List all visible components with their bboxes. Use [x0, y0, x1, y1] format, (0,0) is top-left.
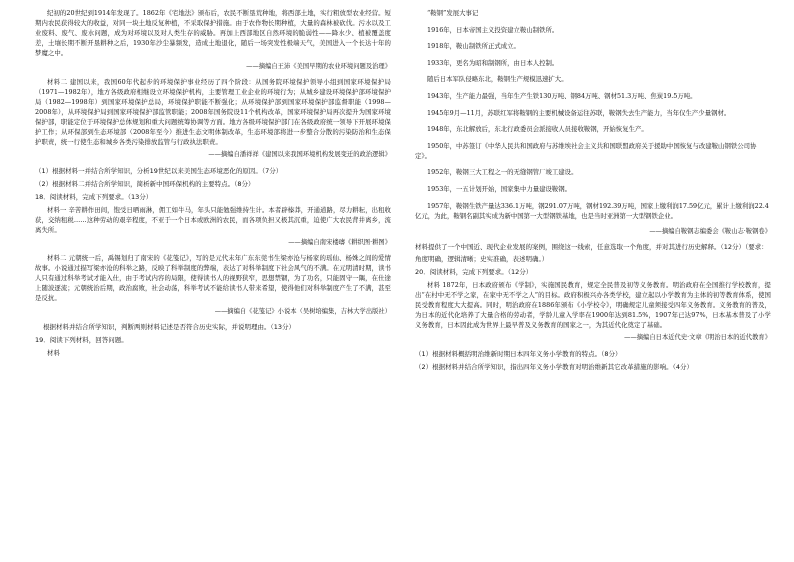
source-citation: ——摘编自南宋楼璹《耕织图·耕图》 [288, 238, 391, 246]
timeline-entry: 1933年，更名为昭和制钢所，由日本人控制。 [427, 58, 559, 67]
right-column [415, 8, 771, 375]
timeline-entry: 1950年，中苏签订《中华人民共和国政府与苏维埃社会主义共和国联盟政府关于援助中国恢复与改建鞍山钢铁公司协定》。 [415, 141, 757, 160]
timeline-entry: 1943年，生产能力最强，当年生产生铁130万吨、钢84万吨、钢材51.3万吨、焦炭19.5万吨。 [427, 91, 697, 100]
material-paragraph: 材料 1872年，日本政府颁布《学制》，实施国民教育，规定全民普及初等义务教育。明治政府在全国推行学校教育，提出“在村中无不学之家，在家中无不学之人”的目标。政府积极兴办各类学校，建立起以小学教育为主体的初等教育体系，使国民受教育程度大大提高。同时，明治政府在1886年颁布《小学校令》，明确规定儿童须接受四年义务教育。义务教育的普及，为日本的近代化培养了大量合格的劳动者，学龄儿童入学率在1900年达到81.5%，1907年已达97%，日本基本普及了小学义务教育，日本因此成为世界上最早普及义务教育的国家之一，为其近代化奠定了基础。 [415, 280, 771, 330]
left-column [35, 8, 391, 361]
source-citation: ——摘编自日本近代史·文章《明治日本的近代教育》 [624, 334, 771, 342]
material-paragraph: 材料二 元朝统一后，禹锡划归了南宋的《花笺记》，写的是元代末年广东东莞书生梁亦沧与杨家的瑶仙、杨姝之间的爱情故事。小说通过描写梁亦沧的科举之路，反映了科举制度的弊端，表达了对科举制度下社会风气的不满。在元明清时期，读书人只有通过科举考试才能入仕，由于考试内容的局限，使得读书人的视野狭窄，思想禁锢，为了功名，只能固守一隅，在仕途上随波逐流；元朝统治后期，政治腐败，社会动荡，科举考试不能给读书人带来希望，使得他们对科举制度产生了不满，甚至是反抗。 [35, 253, 391, 303]
question-item: （2）根据材料并结合所学知识，指出四年义务小学教育对明治维新其它改革措施的影响。（4分） [415, 362, 694, 371]
timeline-entry: 1952年，鞍钢三大工程之一的无缝钢管厂竣工建设。 [427, 168, 578, 177]
source-citation: ——摘编自潘祥祥《建国以来我国环境机构发展变迁的政治逻辑》 [208, 151, 391, 159]
timeline-entry: 1953年，一五计划开始，国家集中力量建设鞍钢。 [427, 185, 572, 194]
question-item: 根据材料并结合所学知识，判断两则材料记述是否符合历史实际，并说明理由。（13分） [43, 322, 296, 331]
timeline-entry: 1948年，东北解放后，东北行政委员会派接收人员接收鞍钢，开始恢复生产。 [427, 125, 648, 134]
question-prompt: 材料提供了一个中国近、现代企业发展的案例，围绕这一线索，任意选取一个角度，并对其进行历史解释。（12分）（要求：角度明确，逻辑清晰；史实准确，表述明确。） [415, 243, 768, 263]
source-citation: ——摘编自《花笺记》小说本（吴树培编集，吉林大学出版社） [214, 307, 391, 315]
question-heading: 18．阅读材料，完成下列要求。（13分） [35, 192, 153, 201]
question-item: （2）根据材料二并结合所学知识，简析新中国环保机构的主要特点。（8分） [35, 179, 255, 188]
timeline-title: “鞍钢”发展大事记 [427, 9, 479, 17]
question-heading: 20．阅读材料，完成下列要求。（12分） [415, 267, 533, 276]
timeline-entry: 1945年9月—11月，苏联红军将鞍钢的主要机械设备运往苏联，鞍钢失去生产能力，当年仅生产少量钢材。 [427, 108, 731, 117]
material-paragraph: 材料二 建国以来，我国60年代起步的环境保护事业经历了四个阶段：从国务院环境保护领导小组到国家环境保护局（1971—1982年），地方各级政府相继设立环境保护机构，主要管理工业企业的环境行为；从城乡建设环境保护部环境保护局（1982—1998年）到国家环境保护总局，环境保护职能不断强化；从环境保护部到国家环境保护部监督职能（1998—2008年），从环境保护局到国家环境保护部监管职能；2008年国务院设11个机构改革，国家环境保护局再次提升为国家环境保护部，职能定位于环境保护总体规划和重大问题统筹协调等方面。地方各级环境保护部门在各级政府统一领导下开展环境保护工作；从环保部到生态环境部（2008年至今）推进生态文明体制改革，生态环境部将进一步整合分散的污染防治和生态保护职责，统一行使生态和城乡各类污染排放监管与行政执法职责。 [35, 77, 391, 147]
question-item: （1）根据材料一并结合所学知识，分析19世纪以来美国生态环境恶化的原因。（7分） [35, 166, 283, 175]
material-paragraph: 纪初的20世纪到1914年发现了。1862年《宅地法》颁布后，农民不断垦荒种地，将西部土地，实行粗放型农业经营。短期内农民获得较大的收益，对同一块土地反复种植，不采取保护措施。由于农作物长期种植，大量的森林被砍伐。污水以及工业废料、废气、废水问题，成为对环境以及对人类生存的威胁。再加上西部地区自然环境的脆弱性——降水少、植被覆盖度差，土壤长期不断开垦耕种之后，1930年沙尘暴频发，造成土地退化，随后一场突发性极端天气，美国进入一个长达十年的梦魔之中。 [35, 9, 391, 58]
timeline-entry: 1957年，鞍钢生铁产量达336.1万吨，钢291.07万吨，钢材192.39万吨，国家上缴利润17.59亿元，累计上缴利润22.4亿元，为此，鞍钢名副其实成为新中国第一大型钢铁基地，也是当时亚洲第一大型钢铁企业。 [415, 201, 769, 220]
timeline-entry: 1916年，日本帝国主义投资建立鞍山制铁所。 [427, 25, 559, 34]
source-citation: ——摘编自鞍钢志编委会《鞍山志·鞍钢卷》 [649, 228, 771, 236]
source-citation: ——摘编自王沛《美国早期的农业环境问题及治理》 [246, 62, 391, 70]
material-paragraph: 材料一 辛苦耕作田间，饱受日晒雨淋，佣工如牛马，年头只能勉强维持生计。本者辟榛莽，开通道路，尽力耕耘，出租收获，交纳租税……这种劳动的艰辛程度，不亚于一个日本或欧洲的农民，而各项负担又极其沉重，迫使广大农民背井离乡，流离失所。 [35, 205, 391, 234]
timeline-entry: 1918年，鞍山制铁所正式成立。 [427, 42, 520, 51]
timeline-entry: 随后日本军队侵略东北，鞍钢生产规模迅速扩大。 [427, 75, 568, 84]
question-item: （1）根据材料概括明治维新时期日本四年义务小学教育的特点。（8分） [415, 349, 622, 358]
material-label: 材料 [47, 348, 60, 357]
question-heading: 19．阅读下列材料，回答问题。 [35, 335, 128, 344]
